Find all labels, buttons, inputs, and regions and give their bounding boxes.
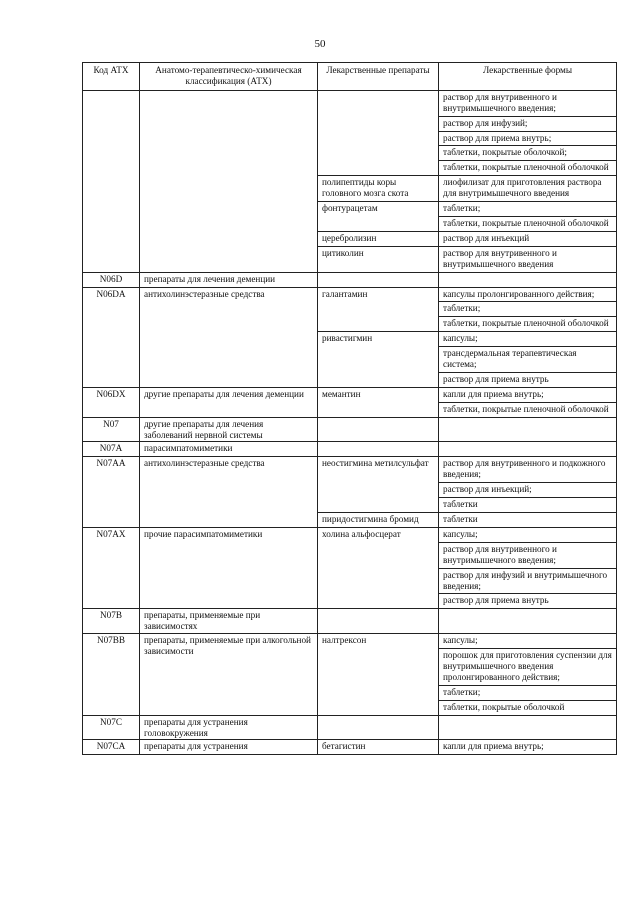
dosage-form-entry: таблетки, покрытые пленочной оболочкой: [443, 162, 609, 173]
dosage-form-entry: раствор для инфузий;: [439, 117, 616, 132]
dosage-form-entry: раствор для инъекций: [443, 232, 530, 243]
drug-name-cell: [318, 273, 439, 288]
drug-name-cell: галантамин: [318, 288, 439, 333]
dosage-form-entry: раствор для внутривенного и внутримышечного введения;: [439, 91, 616, 117]
atc-code-cell: N07C: [83, 716, 140, 741]
dosage-form-entry: [439, 418, 616, 432]
atc-classification-cell: прочие парасимпатомиметики: [140, 528, 318, 609]
atc-classification-cell: антихолинэстеразные средства: [140, 457, 318, 528]
dosage-form-entry: [439, 273, 616, 287]
drug-name-cell: [318, 609, 439, 634]
drug-name-cell: мемантин: [318, 388, 439, 418]
atc-drug-table: [82, 62, 617, 755]
drug-name-cell: цитиколин: [318, 247, 439, 273]
atc-code-cell: N07: [83, 418, 140, 443]
atc-classification-cell: препараты для устранения: [140, 740, 318, 755]
drug-name-cell: церебролизин: [318, 232, 439, 247]
dosage-forms-cell: [439, 91, 617, 176]
dosage-forms-cell: [439, 513, 617, 528]
dosage-forms-cell: [439, 609, 617, 634]
atc-code-cell: N07A: [83, 442, 140, 457]
dosage-form-entry: капли для приема внутрь;: [439, 388, 616, 403]
dosage-form-entry: трансдермальная терапевтическая система;: [439, 347, 616, 373]
atc-code-cell: [83, 91, 140, 273]
dosage-form-entry: капсулы;: [439, 528, 616, 543]
atc-classification-cell: препараты, применяемые при алкогольной зависимости: [140, 634, 318, 715]
atc-code-cell: N07B: [83, 609, 140, 634]
dosage-forms-cell: [439, 388, 617, 418]
drug-name-cell: холина альфосцерат: [318, 528, 439, 609]
drug-name-cell: пиридостигмина бромид: [318, 513, 439, 528]
atc-classification-cell: препараты для устранения головокружения: [140, 716, 318, 741]
dosage-form-entry: капсулы пролонгированного действия;: [439, 288, 616, 303]
dosage-form-entry: [439, 609, 616, 623]
dosage-form-entry: таблетки, покрытые пленочной оболочкой: [443, 403, 609, 414]
drug-name-cell: ривастигмин: [318, 332, 439, 388]
atc-classification-cell: другие препараты для лечения заболеваний нервной системы: [140, 418, 318, 443]
atc-code-cell: N07AX: [83, 528, 140, 609]
dosage-form-entry: капли для приема внутрь;: [443, 741, 544, 752]
dosage-form-entry: раствор для приема внутрь;: [439, 132, 616, 147]
atc-classification-cell: другие препараты для лечения деменции: [140, 388, 318, 418]
header-atc-classification: Анатомо-терапевтическо-химическая классификация (АТХ): [140, 63, 318, 91]
dosage-form-entry: таблетки: [443, 514, 478, 524]
dosage-form-entry: таблетки, покрытые оболочкой: [443, 701, 565, 712]
dosage-forms-cell: [439, 232, 617, 247]
dosage-forms-cell: [439, 442, 617, 457]
dosage-forms-cell: [439, 740, 617, 755]
dosage-form-entry: таблетки, покрытые оболочкой;: [439, 146, 616, 161]
dosage-form-entry: лиофилизат для приготовления раствора для внутримышечного введения: [443, 177, 602, 199]
header-drugs: Лекарственные препараты: [318, 63, 439, 91]
drug-name-cell: неостигмина метилсульфат: [318, 457, 439, 513]
dosage-form-entry: капсулы;: [439, 634, 616, 649]
dosage-form-entry: раствор для инъекций;: [439, 483, 616, 498]
atc-code-cell: N06DA: [83, 288, 140, 388]
drug-name-cell: полипептиды коры головного мозга скота: [318, 176, 439, 202]
dosage-forms-cell: [439, 247, 617, 273]
atc-classification-cell: парасимпатомиметики: [140, 442, 318, 457]
dosage-form-entry: [439, 442, 616, 456]
atc-code-cell: N07AA: [83, 457, 140, 528]
drug-name-cell: налтрексон: [318, 634, 439, 715]
dosage-forms-cell: [439, 288, 617, 333]
atc-code-cell: N07BB: [83, 634, 140, 715]
drug-name-cell: [318, 418, 439, 443]
dosage-forms-cell: [439, 176, 617, 202]
drug-name-cell: бетагистин: [318, 740, 439, 755]
drug-name-cell: [318, 442, 439, 457]
dosage-forms-cell: [439, 457, 617, 513]
dosage-forms-cell: [439, 634, 617, 715]
page-number: 50: [314, 38, 326, 50]
dosage-form-entry: раствор для внутривенного и внутримышечного введения: [443, 247, 557, 269]
dosage-form-entry: таблетки, покрытые пленочной оболочкой: [443, 217, 609, 228]
dosage-forms-cell: [439, 528, 617, 609]
dosage-forms-cell: [439, 716, 617, 741]
dosage-form-entry: таблетки;: [439, 686, 616, 701]
atc-code-cell: N06D: [83, 273, 140, 288]
dosage-form-entry: порошок для приготовления суспензии для внутримышечного введения пролонгированного действия;: [439, 649, 616, 686]
dosage-form-entry: [439, 716, 616, 730]
dosage-form-entry: таблетки;: [439, 202, 616, 217]
dosage-forms-cell: [439, 418, 617, 443]
dosage-form-entry: раствор для приема внутрь: [443, 373, 549, 384]
dosage-forms-cell: [439, 202, 617, 232]
atc-code-cell: N06DX: [83, 388, 140, 418]
dosage-form-entry: таблетки;: [439, 302, 616, 317]
header-dosage-forms: Лекарственные формы: [439, 63, 617, 91]
drug-name-cell: [318, 91, 439, 176]
atc-classification-cell: [140, 91, 318, 273]
dosage-form-entry: раствор для инфузий и внутримышечного введения;: [439, 569, 616, 595]
drug-name-cell: [318, 716, 439, 741]
atc-classification-cell: препараты для лечения деменции: [140, 273, 318, 288]
dosage-form-entry: раствор для внутривенного и подкожного введения;: [439, 457, 616, 483]
dosage-form-entry: таблетки, покрытые пленочной оболочкой: [443, 318, 609, 329]
dosage-form-entry: капсулы;: [439, 332, 616, 347]
drug-name-cell: фонтурацетам: [318, 202, 439, 232]
dosage-forms-cell: [439, 273, 617, 288]
dosage-form-entry: таблетки: [443, 499, 478, 510]
atc-classification-cell: антихолинэстеразные средства: [140, 288, 318, 388]
dosage-form-entry: раствор для приема внутрь: [443, 595, 549, 606]
atc-code-cell: N07CA: [83, 740, 140, 755]
dosage-forms-cell: [439, 332, 617, 388]
dosage-form-entry: раствор для внутривенного и внутримышечного введения;: [439, 543, 616, 569]
header-code: Код АТХ: [83, 63, 140, 91]
atc-classification-cell: препараты, применяемые при зависимостях: [140, 609, 318, 634]
